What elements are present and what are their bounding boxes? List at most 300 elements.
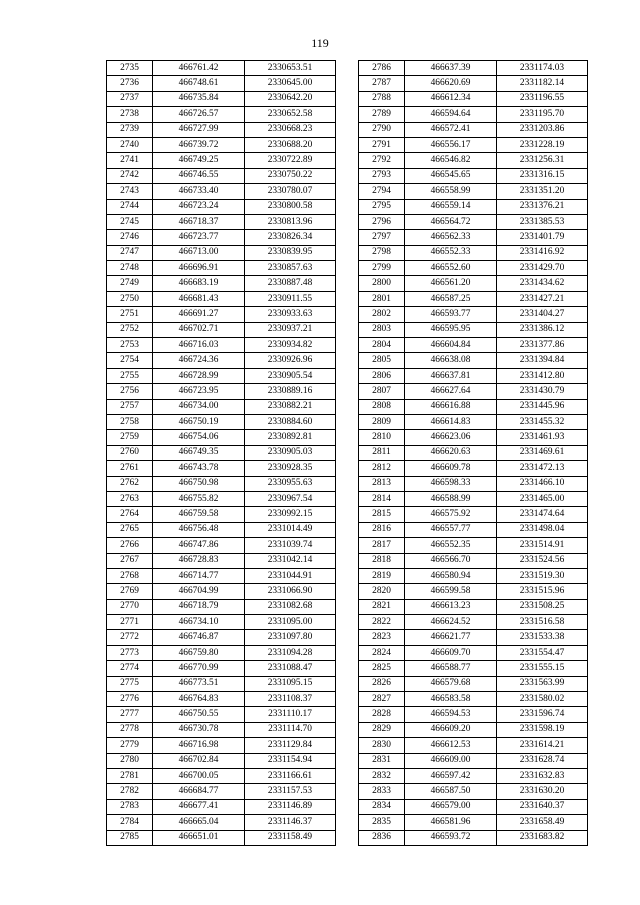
coordinate-table-left	[106, 60, 336, 846]
table-row	[107, 214, 336, 229]
x-coordinate-cell: 466624.52	[405, 615, 497, 630]
y-coordinate-cell: 2330926.96	[245, 353, 336, 368]
y-coordinate-cell: 2330905.03	[245, 445, 336, 460]
table-row	[359, 553, 588, 568]
y-coordinate-cell: 2331110.17	[245, 707, 336, 722]
table-row	[107, 414, 336, 429]
x-coordinate-cell: 466702.84	[153, 753, 245, 768]
table-row	[359, 307, 588, 322]
y-coordinate-cell: 2331385.53	[497, 214, 588, 229]
x-coordinate-cell: 466723.95	[153, 384, 245, 399]
x-coordinate-cell: 466558.99	[405, 184, 497, 199]
x-coordinate-cell: 466739.72	[153, 137, 245, 152]
x-coordinate-cell: 466691.27	[153, 307, 245, 322]
point-number-cell: 2835	[359, 815, 405, 830]
table-row	[107, 199, 336, 214]
x-coordinate-cell: 466665.04	[153, 815, 245, 830]
x-coordinate-cell: 466723.77	[153, 230, 245, 245]
table-row	[107, 753, 336, 768]
x-coordinate-cell: 466564.72	[405, 214, 497, 229]
x-coordinate-cell: 466587.50	[405, 784, 497, 799]
point-number-cell: 2736	[107, 76, 153, 91]
point-number-cell: 2819	[359, 568, 405, 583]
y-coordinate-cell: 2330653.51	[245, 61, 336, 76]
table-row	[107, 184, 336, 199]
y-coordinate-cell: 2331533.38	[497, 630, 588, 645]
x-coordinate-cell: 466566.70	[405, 553, 497, 568]
point-number-cell: 2797	[359, 230, 405, 245]
table-row	[359, 230, 588, 245]
y-coordinate-cell: 2331614.21	[497, 738, 588, 753]
y-coordinate-cell: 2330652.58	[245, 107, 336, 122]
y-coordinate-cell: 2330911.55	[245, 291, 336, 306]
table-row	[107, 245, 336, 260]
x-coordinate-cell: 466583.58	[405, 692, 497, 707]
point-number-cell: 2773	[107, 645, 153, 660]
point-number-cell: 2756	[107, 384, 153, 399]
x-coordinate-cell: 466609.20	[405, 722, 497, 737]
table-row	[107, 430, 336, 445]
x-coordinate-cell: 466638.08	[405, 353, 497, 368]
y-coordinate-cell: 2331154.94	[245, 753, 336, 768]
x-coordinate-cell: 466713.00	[153, 245, 245, 260]
x-coordinate-cell: 466677.41	[153, 799, 245, 814]
point-number-cell: 2816	[359, 522, 405, 537]
table-row	[107, 353, 336, 368]
x-coordinate-cell: 466620.69	[405, 76, 497, 91]
point-number-cell: 2795	[359, 199, 405, 214]
x-coordinate-cell: 466746.55	[153, 168, 245, 183]
y-coordinate-cell: 2331082.68	[245, 599, 336, 614]
table-row	[107, 107, 336, 122]
table-row	[107, 399, 336, 414]
x-coordinate-cell: 466756.48	[153, 522, 245, 537]
point-number-cell: 2743	[107, 184, 153, 199]
x-coordinate-cell: 466718.79	[153, 599, 245, 614]
point-number-cell: 2750	[107, 291, 153, 306]
x-coordinate-cell: 466594.53	[405, 707, 497, 722]
y-coordinate-cell: 2331377.86	[497, 338, 588, 353]
point-number-cell: 2814	[359, 491, 405, 506]
table-row	[107, 261, 336, 276]
y-coordinate-cell: 2330826.34	[245, 230, 336, 245]
table-row	[359, 214, 588, 229]
x-coordinate-cell: 466749.25	[153, 153, 245, 168]
coordinate-table-right	[358, 60, 588, 846]
y-coordinate-cell: 2330887.48	[245, 276, 336, 291]
table-row	[107, 168, 336, 183]
x-coordinate-cell: 466754.06	[153, 430, 245, 445]
point-number-cell: 2744	[107, 199, 153, 214]
point-number-cell: 2753	[107, 338, 153, 353]
table-row	[107, 61, 336, 76]
table-row	[107, 338, 336, 353]
x-coordinate-cell: 466562.33	[405, 230, 497, 245]
y-coordinate-cell: 2331640.37	[497, 799, 588, 814]
x-coordinate-cell: 466735.84	[153, 91, 245, 106]
y-coordinate-cell: 2331434.62	[497, 276, 588, 291]
x-coordinate-cell: 466750.55	[153, 707, 245, 722]
x-coordinate-cell: 466556.17	[405, 137, 497, 152]
y-coordinate-cell: 2331469.61	[497, 445, 588, 460]
table-row	[107, 630, 336, 645]
x-coordinate-cell: 466587.25	[405, 291, 497, 306]
point-number-cell: 2805	[359, 353, 405, 368]
y-coordinate-cell: 2331498.04	[497, 522, 588, 537]
x-coordinate-cell: 466552.35	[405, 538, 497, 553]
y-coordinate-cell: 2331630.20	[497, 784, 588, 799]
table-row	[107, 676, 336, 691]
y-coordinate-cell: 2331598.19	[497, 722, 588, 737]
x-coordinate-cell: 466700.05	[153, 768, 245, 783]
point-number-cell: 2824	[359, 645, 405, 660]
y-coordinate-cell: 2330955.63	[245, 476, 336, 491]
y-coordinate-cell: 2331472.13	[497, 461, 588, 476]
table-row	[359, 507, 588, 522]
y-coordinate-cell: 2331203.86	[497, 122, 588, 137]
table-row	[359, 414, 588, 429]
point-number-cell: 2836	[359, 830, 405, 845]
table-row	[107, 830, 336, 845]
table-row	[359, 399, 588, 414]
x-coordinate-cell: 466612.53	[405, 738, 497, 753]
y-coordinate-cell: 2331554.47	[497, 645, 588, 660]
table-row	[359, 784, 588, 799]
x-coordinate-cell: 466627.64	[405, 384, 497, 399]
point-number-cell: 2772	[107, 630, 153, 645]
x-coordinate-cell: 466580.94	[405, 568, 497, 583]
point-number-cell: 2807	[359, 384, 405, 399]
x-coordinate-cell: 466579.00	[405, 799, 497, 814]
table-row	[107, 122, 336, 137]
x-coordinate-cell: 466749.35	[153, 445, 245, 460]
table-row	[107, 568, 336, 583]
point-number-cell: 2766	[107, 538, 153, 553]
point-number-cell: 2767	[107, 553, 153, 568]
x-coordinate-cell: 466609.70	[405, 645, 497, 660]
x-coordinate-cell: 466728.99	[153, 368, 245, 383]
y-coordinate-cell: 2331066.90	[245, 584, 336, 599]
table-row	[107, 599, 336, 614]
y-coordinate-cell: 2331430.79	[497, 384, 588, 399]
x-coordinate-cell: 466561.20	[405, 276, 497, 291]
x-coordinate-cell: 466613.23	[405, 599, 497, 614]
x-coordinate-cell: 466759.80	[153, 645, 245, 660]
x-coordinate-cell: 466609.78	[405, 461, 497, 476]
point-number-cell: 2785	[107, 830, 153, 845]
point-number-cell: 2776	[107, 692, 153, 707]
point-number-cell: 2741	[107, 153, 153, 168]
table-row	[359, 137, 588, 152]
table-row	[359, 830, 588, 845]
x-coordinate-cell: 466604.84	[405, 338, 497, 353]
point-number-cell: 2817	[359, 538, 405, 553]
table-row	[107, 553, 336, 568]
table-row	[107, 522, 336, 537]
y-coordinate-cell: 2331658.49	[497, 815, 588, 830]
table-row	[359, 261, 588, 276]
table-row	[107, 322, 336, 337]
point-number-cell: 2834	[359, 799, 405, 814]
point-number-cell: 2815	[359, 507, 405, 522]
point-number-cell: 2809	[359, 414, 405, 429]
x-coordinate-cell: 466734.10	[153, 615, 245, 630]
point-number-cell: 2764	[107, 507, 153, 522]
x-coordinate-cell: 466588.77	[405, 661, 497, 676]
x-coordinate-cell: 466599.58	[405, 584, 497, 599]
y-coordinate-cell: 2330813.96	[245, 214, 336, 229]
x-coordinate-cell: 466637.39	[405, 61, 497, 76]
y-coordinate-cell: 2331351.20	[497, 184, 588, 199]
point-number-cell: 2823	[359, 630, 405, 645]
table-row	[107, 91, 336, 106]
x-coordinate-cell: 466733.40	[153, 184, 245, 199]
x-coordinate-cell: 466755.82	[153, 491, 245, 506]
x-coordinate-cell: 466770.99	[153, 661, 245, 676]
table-row	[107, 584, 336, 599]
y-coordinate-cell: 2331157.53	[245, 784, 336, 799]
x-coordinate-cell: 466609.00	[405, 753, 497, 768]
y-coordinate-cell: 2331228.19	[497, 137, 588, 152]
y-coordinate-cell: 2331158.49	[245, 830, 336, 845]
y-coordinate-cell: 2331114.70	[245, 722, 336, 737]
table-row	[107, 153, 336, 168]
x-coordinate-cell: 466743.78	[153, 461, 245, 476]
y-coordinate-cell: 2330780.07	[245, 184, 336, 199]
table-row	[359, 568, 588, 583]
y-coordinate-cell: 2330937.21	[245, 322, 336, 337]
x-coordinate-cell: 466714.77	[153, 568, 245, 583]
y-coordinate-cell: 2331524.56	[497, 553, 588, 568]
point-number-cell: 2810	[359, 430, 405, 445]
point-number-cell: 2765	[107, 522, 153, 537]
x-coordinate-cell: 466683.19	[153, 276, 245, 291]
point-number-cell: 2825	[359, 661, 405, 676]
table-row	[107, 507, 336, 522]
x-coordinate-cell: 466730.78	[153, 722, 245, 737]
y-coordinate-cell: 2331516.58	[497, 615, 588, 630]
table-row	[107, 538, 336, 553]
y-coordinate-cell: 2331129.84	[245, 738, 336, 753]
table-row	[359, 461, 588, 476]
point-number-cell: 2793	[359, 168, 405, 183]
y-coordinate-cell: 2331094.28	[245, 645, 336, 660]
y-coordinate-cell: 2330688.20	[245, 137, 336, 152]
point-number-cell: 2748	[107, 261, 153, 276]
x-coordinate-cell: 466702.71	[153, 322, 245, 337]
point-number-cell: 2826	[359, 676, 405, 691]
x-coordinate-cell: 466728.83	[153, 553, 245, 568]
table-row	[359, 338, 588, 353]
y-coordinate-cell: 2331445.96	[497, 399, 588, 414]
table-row	[359, 107, 588, 122]
table-row	[359, 445, 588, 460]
y-coordinate-cell: 2330928.35	[245, 461, 336, 476]
y-coordinate-cell: 2331508.25	[497, 599, 588, 614]
x-coordinate-cell: 466581.96	[405, 815, 497, 830]
point-number-cell: 2778	[107, 722, 153, 737]
y-coordinate-cell: 2330839.95	[245, 245, 336, 260]
point-number-cell: 2737	[107, 91, 153, 106]
x-coordinate-cell: 466651.01	[153, 830, 245, 845]
table-row	[107, 445, 336, 460]
table-row	[359, 584, 588, 599]
table-row	[359, 61, 588, 76]
x-coordinate-cell: 466598.33	[405, 476, 497, 491]
table-row	[359, 615, 588, 630]
point-number-cell: 2833	[359, 784, 405, 799]
point-number-cell: 2827	[359, 692, 405, 707]
y-coordinate-cell: 2330750.22	[245, 168, 336, 183]
x-coordinate-cell: 466764.83	[153, 692, 245, 707]
point-number-cell: 2818	[359, 553, 405, 568]
y-coordinate-cell: 2331394.84	[497, 353, 588, 368]
y-coordinate-cell: 2330933.63	[245, 307, 336, 322]
point-number-cell: 2780	[107, 753, 153, 768]
point-number-cell: 2749	[107, 276, 153, 291]
point-number-cell: 2811	[359, 445, 405, 460]
x-coordinate-cell: 466746.87	[153, 630, 245, 645]
x-coordinate-cell: 466716.98	[153, 738, 245, 753]
y-coordinate-cell: 2331466.10	[497, 476, 588, 491]
x-coordinate-cell: 466716.03	[153, 338, 245, 353]
y-coordinate-cell: 2331429.70	[497, 261, 588, 276]
x-coordinate-cell: 466723.24	[153, 199, 245, 214]
table-row	[359, 630, 588, 645]
table-row	[107, 722, 336, 737]
coordinate-table-left-body	[107, 61, 336, 846]
point-number-cell: 2788	[359, 91, 405, 106]
y-coordinate-cell: 2331196.55	[497, 91, 588, 106]
y-coordinate-cell: 2331514.91	[497, 538, 588, 553]
table-row	[359, 322, 588, 337]
table-row	[359, 538, 588, 553]
x-coordinate-cell: 466552.33	[405, 245, 497, 260]
x-coordinate-cell: 466759.58	[153, 507, 245, 522]
y-coordinate-cell: 2331146.89	[245, 799, 336, 814]
y-coordinate-cell: 2331108.37	[245, 692, 336, 707]
point-number-cell: 2787	[359, 76, 405, 91]
x-coordinate-cell: 466616.88	[405, 399, 497, 414]
y-coordinate-cell: 2331044.91	[245, 568, 336, 583]
x-coordinate-cell: 466696.91	[153, 261, 245, 276]
point-number-cell: 2759	[107, 430, 153, 445]
y-coordinate-cell: 2331628.74	[497, 753, 588, 768]
point-number-cell: 2831	[359, 753, 405, 768]
y-coordinate-cell: 2331014.49	[245, 522, 336, 537]
table-row	[359, 768, 588, 783]
point-number-cell: 2770	[107, 599, 153, 614]
point-number-cell: 2800	[359, 276, 405, 291]
x-coordinate-cell: 466620.63	[405, 445, 497, 460]
x-coordinate-cell: 466552.60	[405, 261, 497, 276]
y-coordinate-cell: 2331455.32	[497, 414, 588, 429]
y-coordinate-cell: 2331039.74	[245, 538, 336, 553]
x-coordinate-cell: 466595.95	[405, 322, 497, 337]
table-row	[359, 153, 588, 168]
x-coordinate-cell: 466718.37	[153, 214, 245, 229]
table-row	[359, 692, 588, 707]
x-coordinate-cell: 466575.92	[405, 507, 497, 522]
point-number-cell: 2806	[359, 368, 405, 383]
x-coordinate-cell: 466681.43	[153, 291, 245, 306]
point-number-cell: 2774	[107, 661, 153, 676]
table-row	[359, 522, 588, 537]
table-row	[107, 307, 336, 322]
y-coordinate-cell: 2331580.02	[497, 692, 588, 707]
y-coordinate-cell: 2331401.79	[497, 230, 588, 245]
y-coordinate-cell: 2331174.03	[497, 61, 588, 76]
point-number-cell: 2804	[359, 338, 405, 353]
x-coordinate-cell: 466621.77	[405, 630, 497, 645]
x-coordinate-cell: 466637.81	[405, 368, 497, 383]
x-coordinate-cell: 466594.64	[405, 107, 497, 122]
y-coordinate-cell: 2331474.64	[497, 507, 588, 522]
y-coordinate-cell: 2331461.93	[497, 430, 588, 445]
y-coordinate-cell: 2330668.23	[245, 122, 336, 137]
y-coordinate-cell: 2331095.15	[245, 676, 336, 691]
y-coordinate-cell: 2331376.21	[497, 199, 588, 214]
point-number-cell: 2798	[359, 245, 405, 260]
x-coordinate-cell: 466557.77	[405, 522, 497, 537]
table-row	[359, 76, 588, 91]
point-number-cell: 2739	[107, 122, 153, 137]
y-coordinate-cell: 2331632.83	[497, 768, 588, 783]
point-number-cell: 2829	[359, 722, 405, 737]
point-number-cell: 2794	[359, 184, 405, 199]
page-number: 119	[311, 36, 329, 50]
x-coordinate-cell: 466593.72	[405, 830, 497, 845]
table-row	[107, 76, 336, 91]
y-coordinate-cell: 2330892.81	[245, 430, 336, 445]
y-coordinate-cell: 2331555.15	[497, 661, 588, 676]
point-number-cell: 2757	[107, 399, 153, 414]
y-coordinate-cell: 2330645.00	[245, 76, 336, 91]
table-row	[359, 168, 588, 183]
point-number-cell: 2820	[359, 584, 405, 599]
table-row	[359, 291, 588, 306]
point-number-cell: 2746	[107, 230, 153, 245]
x-coordinate-cell: 466612.34	[405, 91, 497, 106]
point-number-cell: 2747	[107, 245, 153, 260]
x-coordinate-cell: 466546.82	[405, 153, 497, 168]
table-row	[359, 738, 588, 753]
x-coordinate-cell: 466724.36	[153, 353, 245, 368]
table-row	[359, 353, 588, 368]
table-row	[359, 184, 588, 199]
table-row	[107, 491, 336, 506]
table-row	[359, 122, 588, 137]
table-row	[107, 230, 336, 245]
table-row	[359, 430, 588, 445]
table-row	[107, 707, 336, 722]
point-number-cell: 2775	[107, 676, 153, 691]
point-number-cell: 2752	[107, 322, 153, 337]
point-number-cell: 2777	[107, 707, 153, 722]
x-coordinate-cell: 466704.99	[153, 584, 245, 599]
table-row	[359, 815, 588, 830]
point-number-cell: 2755	[107, 368, 153, 383]
x-coordinate-cell: 466579.68	[405, 676, 497, 691]
table-row	[107, 799, 336, 814]
table-row	[359, 491, 588, 506]
point-number-cell: 2796	[359, 214, 405, 229]
table-row	[107, 137, 336, 152]
table-row	[107, 661, 336, 676]
point-number-cell: 2830	[359, 738, 405, 753]
point-number-cell: 2779	[107, 738, 153, 753]
table-row	[107, 276, 336, 291]
